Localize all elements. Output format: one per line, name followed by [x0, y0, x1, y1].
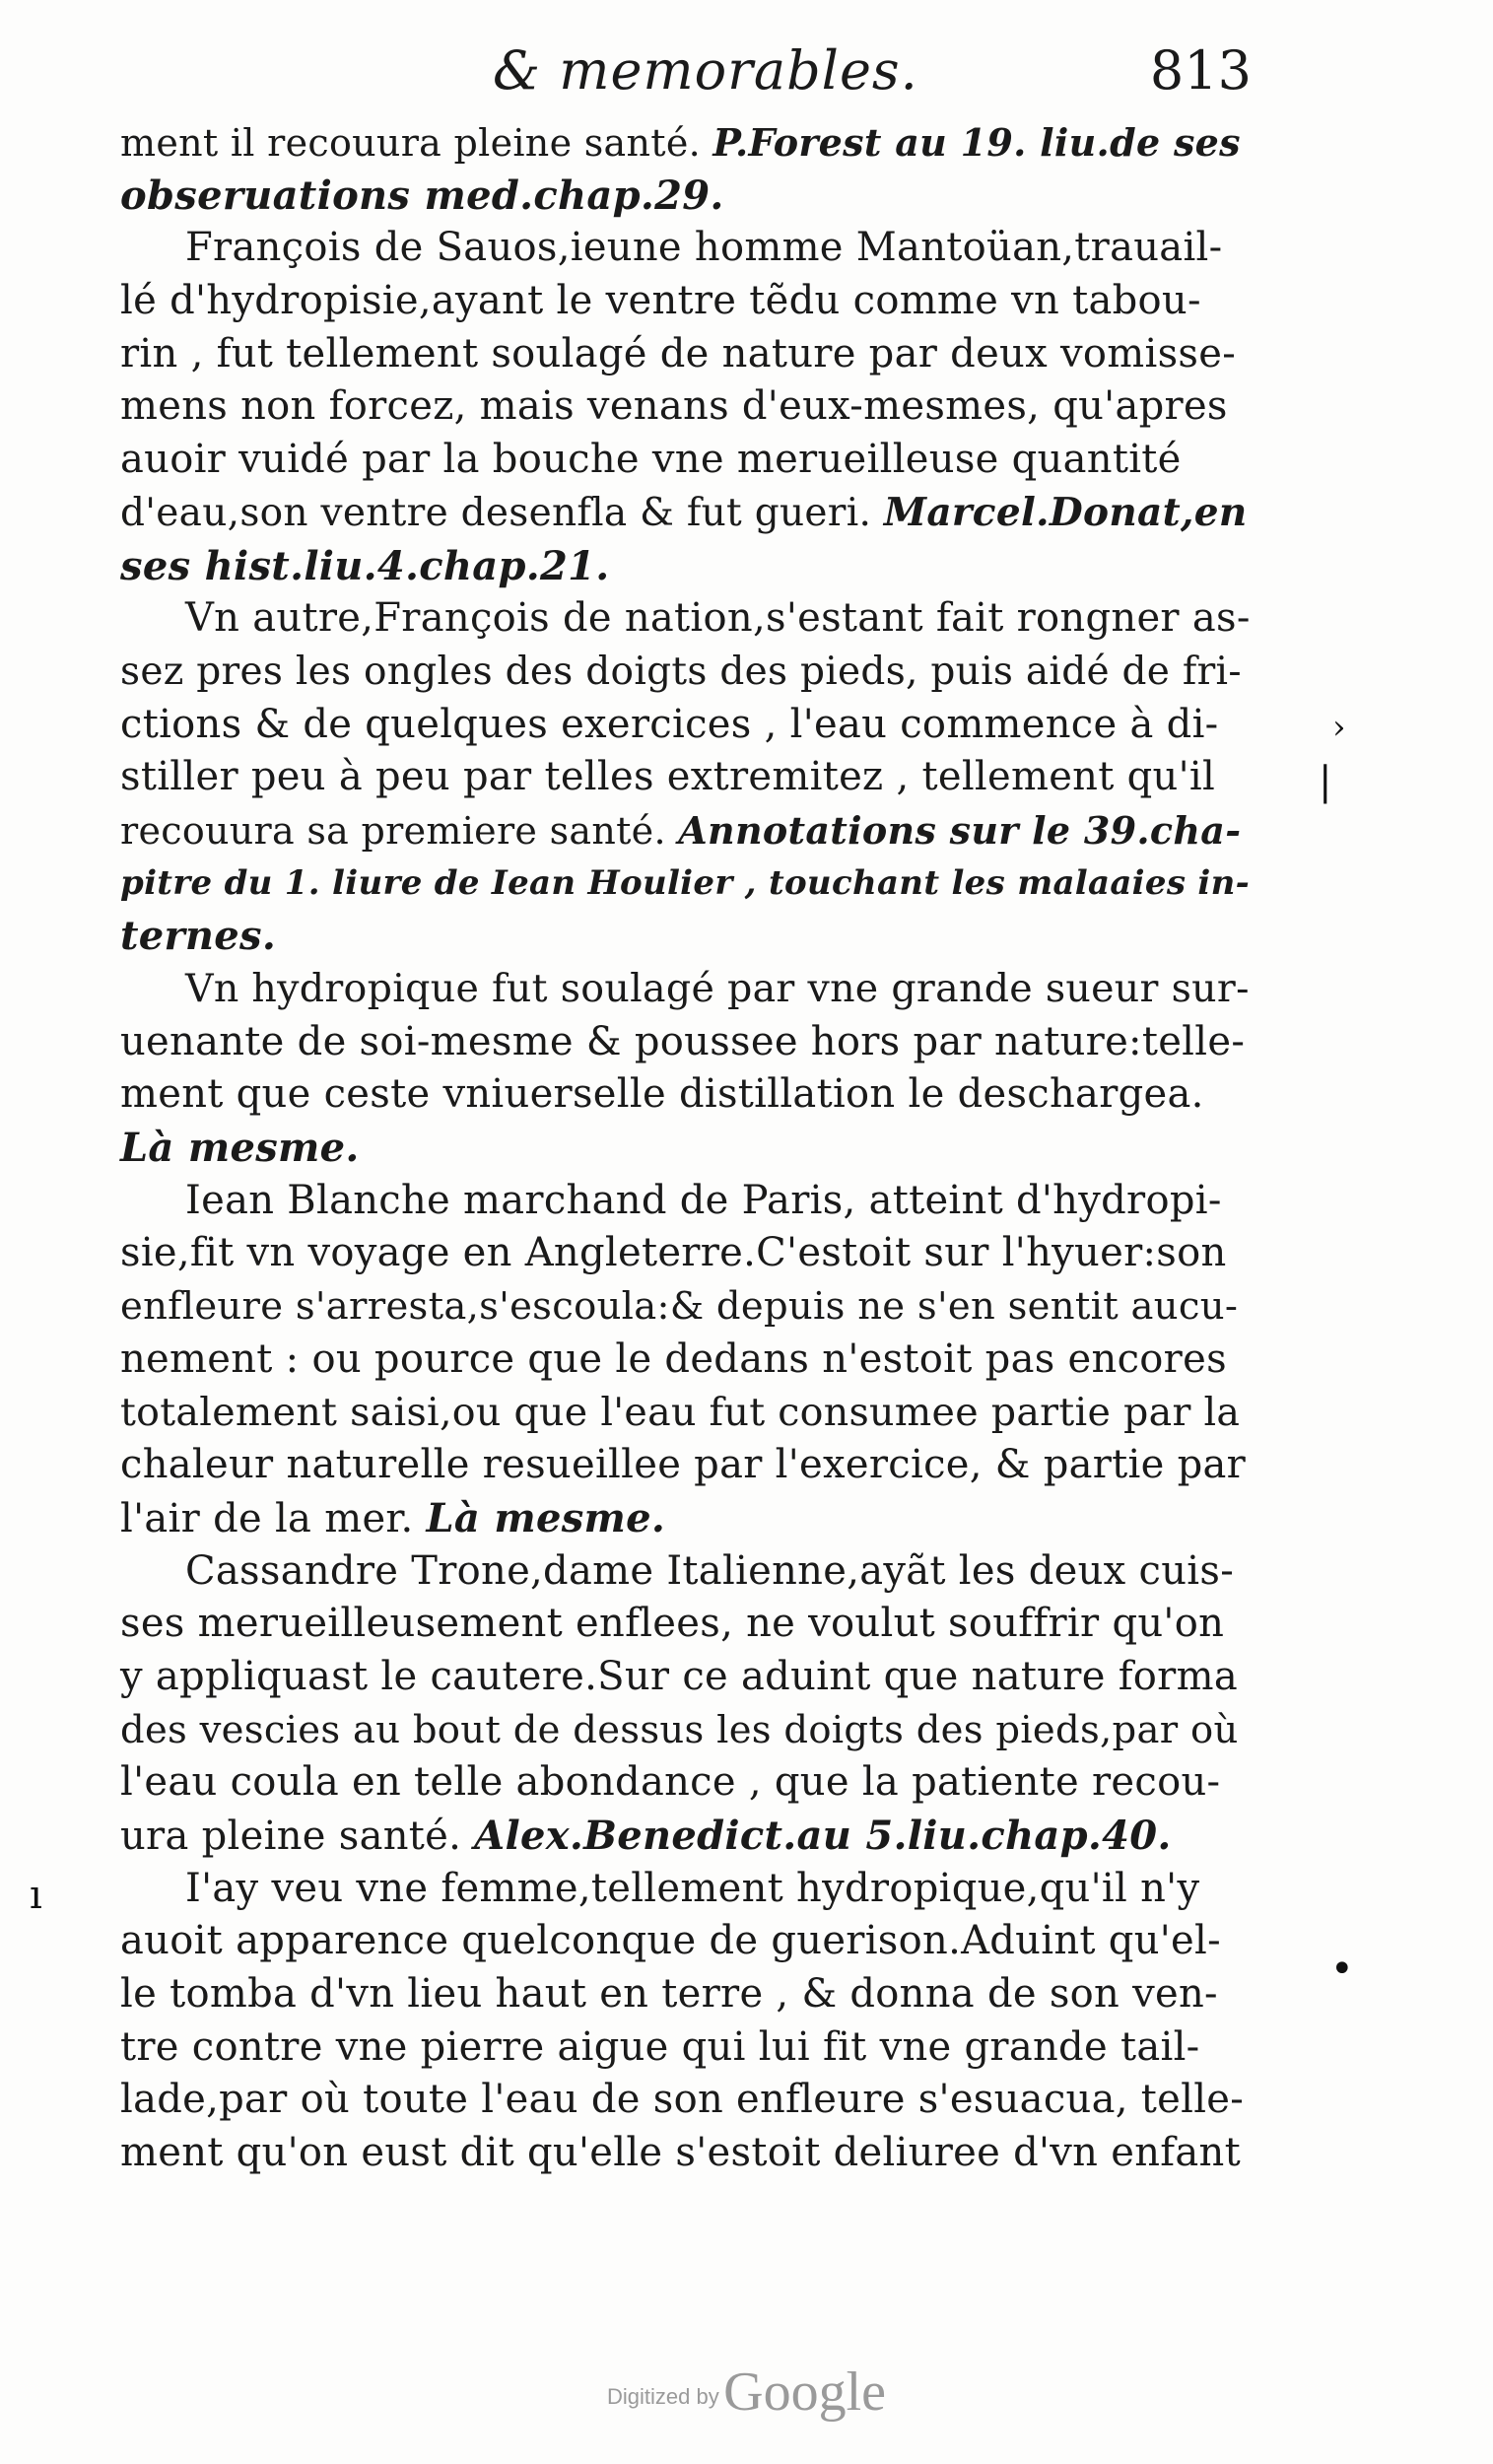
line-text: y appliquast le cautere.Sur ce aduint que nature forma [120, 1653, 1238, 1699]
line-text: tre contre vne pierre aigue qui lui fit vne grande tail- [120, 2023, 1200, 2070]
line-text: ctions & de quelques exercices , l'eau commence à di- [120, 701, 1219, 747]
text-line [120, 1068, 1252, 1122]
text-line [120, 434, 1252, 487]
line-text: auoit apparence quelconque de guerison.Aduint qu'el- [120, 1918, 1221, 1964]
text-line [120, 963, 1252, 1016]
body-text [120, 116, 1252, 2180]
line-text: Iean Blanche marchand de Paris, atteint d'hydropi- [185, 1177, 1222, 1223]
digitized-by-google-watermark [0, 2361, 1493, 2424]
margin-mark: • [1330, 1947, 1354, 1992]
citation-text: Annotations sur le 39.cha- [678, 807, 1242, 853]
text-line [120, 1334, 1252, 1387]
line-text: mens non forcez, mais venans d'eux-mesmes, qu'apres [120, 383, 1228, 430]
margin-mark: | [1319, 759, 1332, 804]
watermark-logo-text: Google [723, 2361, 887, 2423]
line-text: ses merueilleusement enflees, ne voulut souffrir qu'on [120, 1601, 1225, 1647]
text-line [120, 1651, 1252, 1704]
page-header [118, 39, 1252, 108]
line-text: ment il recouura pleine santé. [120, 121, 713, 165]
citation-text: pitre du 1. liure de Iean Houlier , touchant les malaaies in- [120, 862, 1251, 903]
line-text: totalement saisi,ou que l'eau fut consumee partie par la [120, 1389, 1241, 1435]
text-line [120, 1227, 1252, 1280]
text-line [120, 646, 1252, 699]
line-text: François de Sauos,ieune homme Mantoüan,trauail- [185, 225, 1223, 271]
citation-text: ses hist.liu.4.chap.21. [120, 542, 610, 589]
line-text: le tomba d'vn lieu haut en terre , & donna de son ven- [120, 1971, 1218, 2018]
text-line [120, 1492, 1252, 1545]
page-number: 813 [1149, 39, 1252, 102]
text-line [120, 1016, 1252, 1069]
line-text: I'ay veu vne femme,tellement hydropique,qu'il n'y [185, 1865, 1200, 1911]
text-line [120, 1387, 1252, 1440]
line-text: nement : ou pource que le dedans n'estoit pas encores [120, 1335, 1227, 1382]
citation-text: obseruations med.chap.29. [120, 171, 724, 219]
citation-text: Alex.Benedict.au 5.liu.chap.40. [474, 1813, 1172, 1859]
text-line [120, 328, 1252, 381]
margin-mark: › [1332, 708, 1346, 747]
text-line [120, 2127, 1252, 2180]
citation-text: Là mesme. [426, 1494, 666, 1541]
text-line [120, 1863, 1252, 1916]
margin-mark: ı [30, 1873, 42, 1918]
text-line [120, 1598, 1252, 1651]
line-text: recouura sa premiere santé. [120, 808, 679, 853]
line-text: sie,fit vn voyage en Angleterre.C'estoit sur l'hyuer:son [120, 1230, 1227, 1276]
text-line [120, 804, 1252, 857]
citation-text: P.Forest au 19. liu.de ses [713, 120, 1241, 165]
line-text: d'eau,son ventre desenfla & fut gueri. [120, 490, 884, 535]
line-text: ment que ceste vniuerselle distillation le deschargea. [120, 1071, 1204, 1118]
text-line [120, 1439, 1252, 1492]
running-title: & memorables. [493, 39, 918, 102]
text-line [120, 857, 1252, 911]
text-line [120, 275, 1252, 328]
citation-text: Là mesme. [120, 1125, 360, 1172]
text-line [120, 116, 1252, 170]
text-line [120, 1545, 1252, 1599]
line-text: ura pleine santé. [120, 1814, 475, 1859]
text-line [120, 540, 1252, 593]
line-text: l'air de la mer. [120, 1495, 427, 1541]
text-line [120, 2021, 1252, 2075]
text-line [120, 1704, 1252, 1757]
text-line [120, 380, 1252, 434]
line-text: auoir vuidé par la bouche vne merueilleuse quantité [120, 437, 1182, 483]
text-line [120, 222, 1252, 275]
text-line [120, 1175, 1252, 1228]
line-text: rin , fut tellement soulagé de nature par deux vomisse- [120, 330, 1237, 376]
text-line [120, 751, 1252, 804]
line-text: chaleur naturelle resueillee par l'exercice, & partie par [120, 1442, 1247, 1488]
text-line [120, 487, 1252, 540]
text-line [120, 910, 1252, 963]
line-text: sez pres les ongles des doigts des pieds, puis aidé de fri- [120, 649, 1242, 694]
text-line [120, 1280, 1252, 1334]
line-text: des vescies au bout de dessus les doigts des pieds,par où [120, 1707, 1239, 1752]
citation-text: ternes. [120, 913, 277, 960]
text-line [120, 1122, 1252, 1175]
line-text: lé d'hydropisie,ayant le ventre tẽdu comme vn tabou- [120, 278, 1201, 324]
watermark-small-text: Digitized by [606, 2384, 719, 2409]
citation-text: Marcel.Donat,en [883, 489, 1248, 535]
line-text: ment qu'on eust dit qu'elle s'estoit deliuree d'vn enfant [120, 2130, 1241, 2176]
line-text: stiller peu à peu par telles extremitez , tellement qu'il [120, 754, 1216, 800]
text-line [120, 1810, 1252, 1863]
line-text: enfleure s'arresta,s'escoula:& depuis ne s'en sentit aucu- [120, 1284, 1239, 1330]
text-line [120, 1915, 1252, 1968]
line-text: Vn autre,François de nation,s'estant fait rongner as- [185, 595, 1251, 642]
line-text: Vn hydropique fut soulagé par vne grande sueur sur- [185, 966, 1250, 1011]
line-text: lade,par où toute l'eau de son enfleure s'esuacua, telle- [120, 2077, 1245, 2123]
line-text: l'eau coula en telle abondance , que la patiente recou- [120, 1759, 1221, 1806]
text-line [120, 2074, 1252, 2127]
line-text: uenante de soi-mesme & poussee hors par nature:telle- [120, 1018, 1246, 1064]
text-line [120, 592, 1252, 646]
text-line [120, 1968, 1252, 2021]
text-line [120, 699, 1252, 752]
text-line [120, 1756, 1252, 1810]
line-text: Cassandre Trone,dame Italienne,ayãt les deux cuis- [185, 1547, 1235, 1594]
text-line [120, 170, 1252, 223]
